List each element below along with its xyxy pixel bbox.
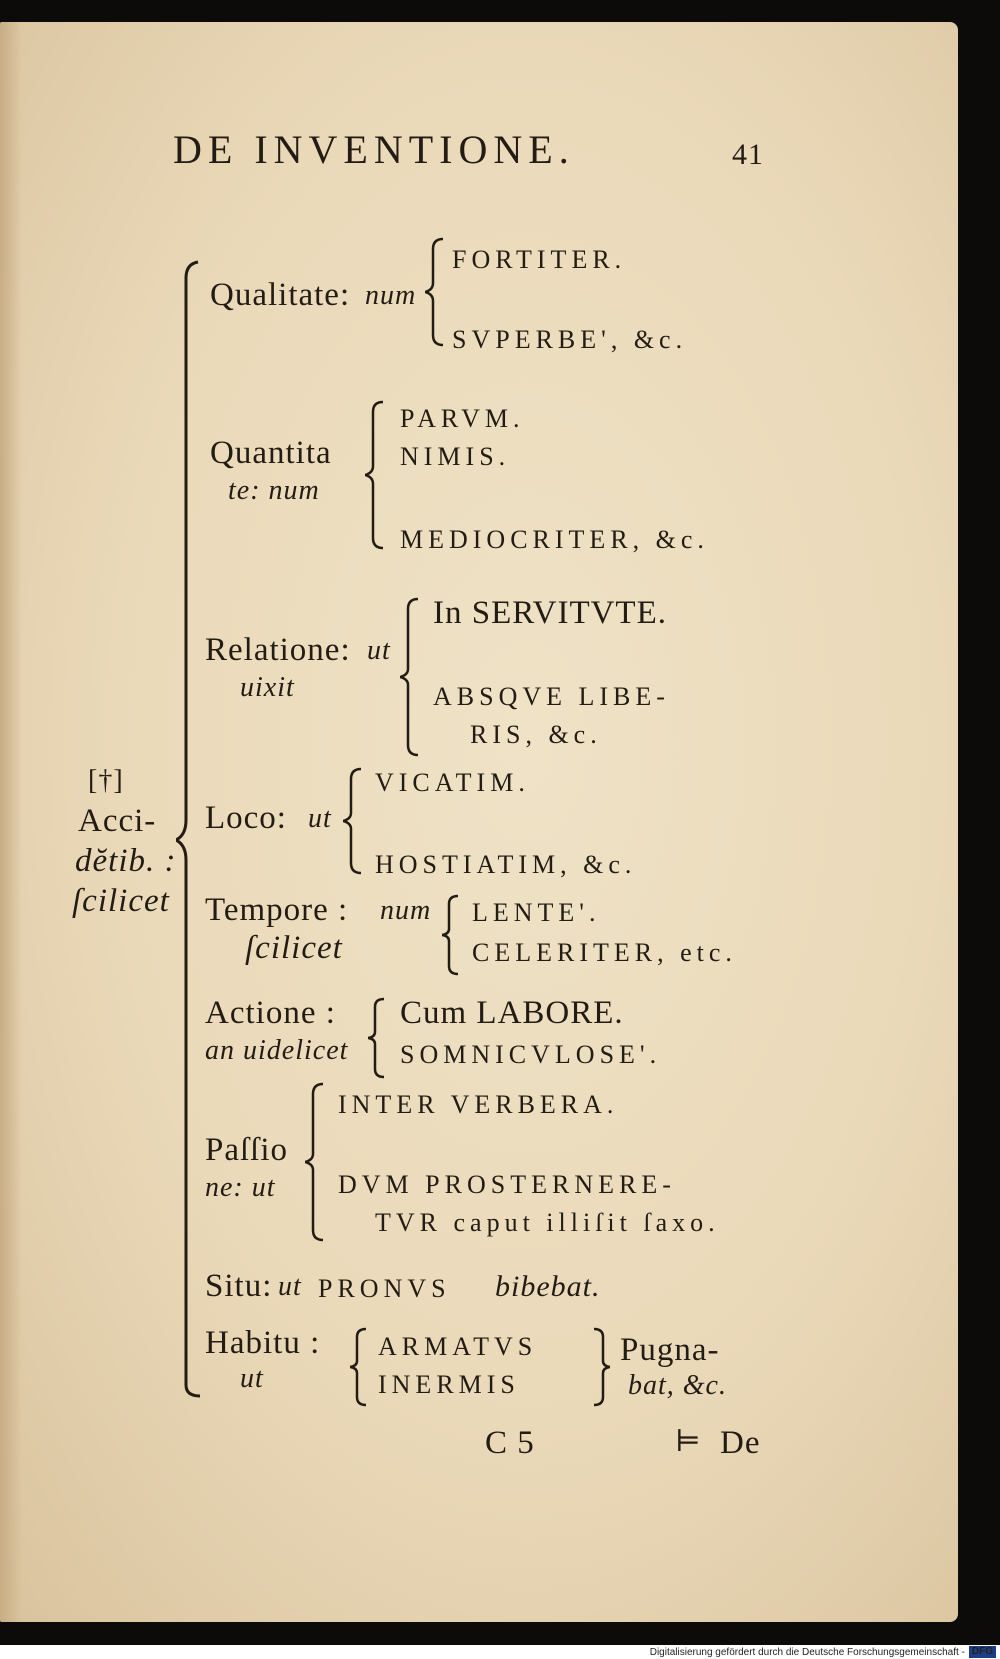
situ-connector: ut — [278, 1271, 302, 1302]
actione-brace — [368, 997, 388, 1079]
qualitate-brace — [425, 237, 447, 347]
passione-label-1: Paſſio — [205, 1132, 289, 1168]
loco-label: Loco: — [205, 800, 287, 836]
margin-word-dentib: dĕtib. : — [75, 843, 177, 879]
margin-word-scilicet: ſcilicet — [72, 883, 170, 919]
loco-brace — [343, 767, 365, 875]
qualitate-label: Qualitate: — [210, 277, 351, 313]
page-gutter-shadow — [0, 22, 22, 1622]
book-page — [0, 22, 958, 1622]
loco-item-1: VICATIM. — [375, 768, 530, 797]
quantitate-label-1: Quantita — [210, 435, 332, 471]
actione-label-2: an uidelicet — [205, 1035, 349, 1066]
quantitate-item-3: MEDIOCRITER, &c. — [400, 525, 709, 554]
passione-label-2: ne: ut — [205, 1172, 276, 1203]
main-brace — [176, 260, 206, 1400]
tempore-label-2: ſcilicet — [245, 930, 343, 966]
relatione-item-2: ABSQVE LIBE- — [433, 682, 670, 711]
passione-brace — [305, 1082, 327, 1242]
habitu-brace — [350, 1327, 370, 1407]
qualitate-item-1: FORTITER. — [452, 245, 627, 274]
margin-word-acci: Acci- — [78, 803, 157, 839]
situ-text-2: bibebat. — [495, 1270, 601, 1303]
tempore-connector: num — [380, 895, 432, 926]
actione-item-1: Cum LABORE. — [400, 995, 624, 1031]
loco-connector: ut — [308, 803, 332, 834]
passione-item-1: INTER VERBERA. — [338, 1090, 619, 1119]
habitu-result-1: Pugna- — [620, 1332, 720, 1368]
habitu-result-2: bat, &c. — [628, 1370, 727, 1401]
relatione-item-1: In SERVITVTE. — [433, 595, 667, 631]
qualitate-connector: num — [365, 280, 417, 311]
actione-item-2: SOMNICVLOSE'. — [400, 1040, 662, 1069]
dfg-logo-icon: DFG — [969, 1646, 996, 1658]
habitu-label-2: ut — [240, 1363, 264, 1394]
margin-mark: [†] — [88, 765, 124, 796]
habitu-label: Habitu : — [205, 1325, 321, 1361]
qualitate-item-2: SVPERBE', &c. — [452, 325, 688, 354]
actione-label: Actione : — [205, 995, 336, 1031]
digitization-credit: Digitalisierung gefördert durch die Deutsche Forschungsgemeinschaft - — [649, 1646, 965, 1658]
quantitate-brace — [365, 400, 387, 550]
relatione-label-2: uixit — [240, 672, 295, 703]
relatione-connector: ut — [367, 635, 391, 666]
passione-item-2: DVM PROSTERNERE- — [338, 1170, 676, 1199]
loco-item-2: HOSTIATIM, &c. — [375, 850, 637, 879]
tempore-label: Tempore : — [205, 892, 349, 928]
tempore-brace — [442, 894, 462, 976]
quantitate-item-2: NIMIS. — [400, 442, 511, 471]
signature-mark: C 5 — [485, 1425, 535, 1461]
situ-text: PRONVS — [318, 1274, 451, 1303]
relatione-brace — [400, 597, 422, 757]
situ-label: Situ: — [205, 1268, 273, 1304]
tempore-item-1: LENTE'. — [472, 898, 601, 927]
habitu-closing-brace — [590, 1327, 610, 1407]
page-number: 41 — [732, 138, 764, 171]
running-head: DE INVENTIONE. — [173, 127, 575, 172]
habitu-item-2: INERMIS — [378, 1370, 520, 1399]
digitization-credit-bar — [0, 1645, 1000, 1659]
habitu-item-1: ARMATVS — [378, 1332, 538, 1361]
quantitate-label-2: te: num — [228, 475, 320, 506]
relatione-item-2-cont: RIS, &c. — [470, 720, 602, 749]
catchword: De — [720, 1425, 761, 1461]
relatione-label: Relatione: — [205, 632, 351, 668]
passione-item-2-cont: TVR caput illiſit ſaxo. — [375, 1208, 720, 1237]
quantitate-item-1: PARVM. — [400, 404, 525, 433]
page-tab-icon: ⊨ — [675, 1425, 702, 1458]
tempore-item-2: CELERITER, etc. — [472, 938, 737, 967]
